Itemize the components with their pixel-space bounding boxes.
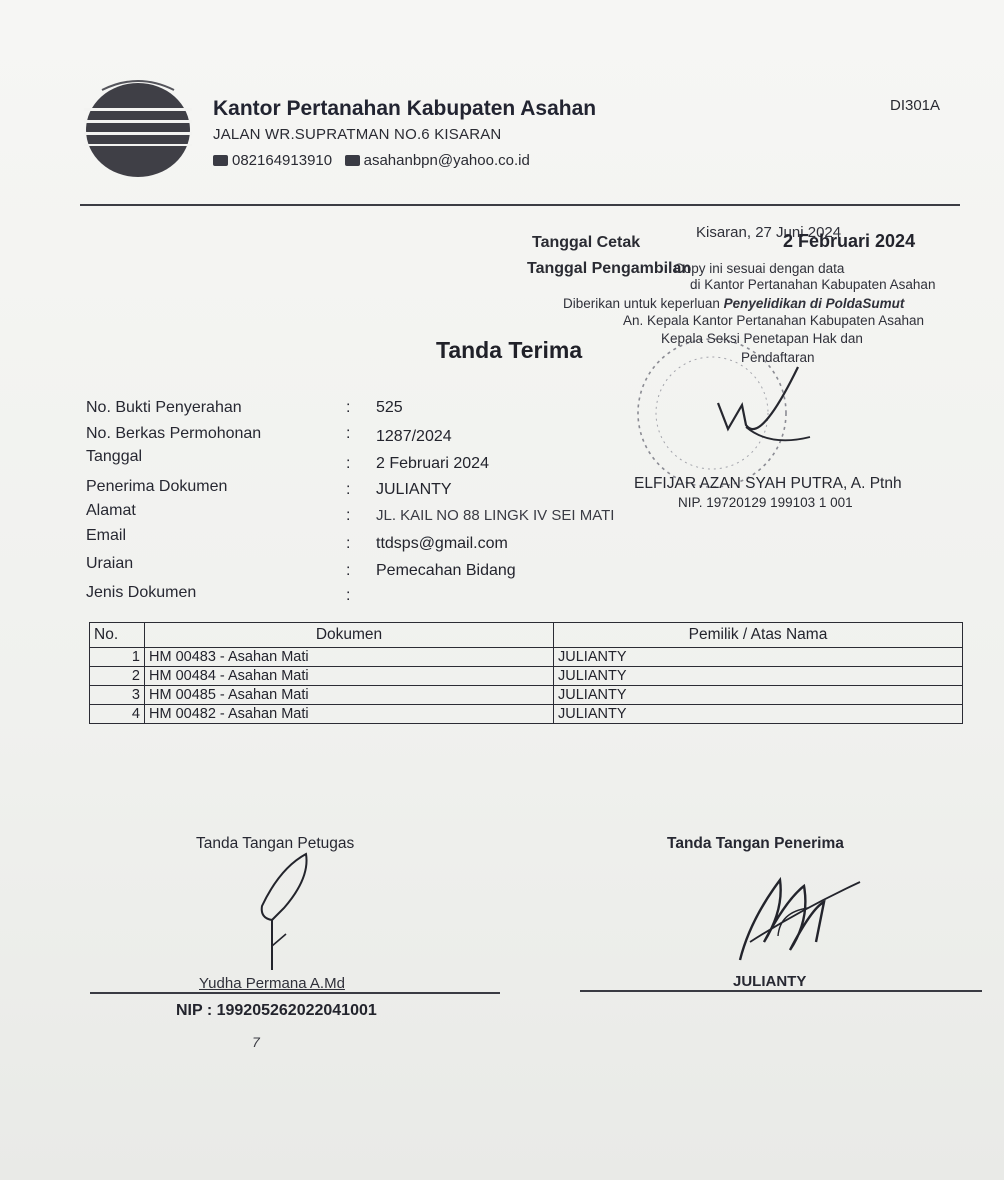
tanggal-cetak-label: Tanggal Cetak [532, 234, 641, 251]
field-colon: : [346, 425, 351, 442]
penerima-name: JULIANTY [733, 973, 807, 990]
cell-pemilik: JULIANTY [554, 667, 963, 686]
cell-no: 3 [90, 686, 145, 705]
table-header-row [90, 623, 963, 648]
cell-pemilik: JULIANTY [554, 705, 963, 724]
cell-pemilik: JULIANTY [554, 686, 963, 705]
page-mark: 7 [252, 1034, 260, 1050]
field-colon: : [346, 399, 351, 416]
field-colon: : [346, 562, 351, 579]
field-colon: : [346, 455, 351, 472]
field-value-berkas: 1287/2024 [376, 428, 452, 445]
form-code: DI301A [890, 97, 941, 114]
org-contact [213, 152, 530, 169]
field-value-email: ttdsps@gmail.com [376, 535, 508, 552]
table-row [90, 667, 963, 686]
cell-no: 1 [90, 648, 145, 667]
field-label: Penerima Dokumen [86, 478, 228, 495]
tanggal-cetak-value: 2 Februari 2024 [783, 231, 916, 251]
penerima-signature-label: Tanda Tangan Penerima [667, 835, 844, 852]
col-header-pemilik: Pemilik / Atas Nama [554, 623, 963, 648]
field-label: No. Bukti Penyerahan [86, 399, 242, 416]
table-row [90, 705, 963, 724]
cell-dokumen: HM 00484 - Asahan Mati [145, 667, 554, 686]
field-label: Uraian [86, 555, 134, 572]
stamp-place-date: Kisaran, 27 Juni 2024 [696, 224, 842, 241]
stamp-line-4: An. Kepala Kantor Pertanahan Kabupaten Asahan [623, 313, 924, 328]
stamp-purpose: Penyelidikan di PoldaSumut [723, 296, 905, 311]
cell-no: 4 [90, 705, 145, 724]
field-colon: : [346, 535, 351, 552]
col-header-no: No. [90, 623, 145, 648]
document-table [89, 622, 963, 724]
field-label: Tanggal [86, 448, 143, 465]
stamp-line-6: Pendaftaran [741, 350, 815, 365]
table-row [90, 686, 963, 705]
cell-no: 2 [90, 667, 145, 686]
stamp-line-5: Kepala Seksi Penetapan Hak dan [661, 331, 863, 346]
org-name: Kantor Pertanahan Kabupaten Asahan [213, 97, 597, 120]
petugas-nip: NIP : 199205262022041001 [176, 1002, 377, 1019]
bpn-logo [82, 72, 194, 180]
field-label: Email [86, 527, 127, 544]
field-value-uraian: Pemecahan Bidang [376, 562, 516, 579]
header-divider [80, 204, 960, 206]
table-row [90, 648, 963, 667]
stamp-line-1: Copy ini sesuai dengan data [674, 261, 845, 276]
field-label: No. Berkas Permohonan [86, 425, 262, 442]
stamp-purpose-prefix: Diberikan untuk keperluan [563, 296, 720, 311]
org-phone: 082164913910 [232, 152, 333, 169]
field-colon: : [346, 587, 351, 604]
stamp-line-3 [563, 296, 904, 311]
field-colon: : [346, 507, 351, 524]
document-title: Tanda Terima [436, 337, 583, 363]
tanggal-pengambilan-label: Tanggal Pengambilan [527, 260, 692, 277]
field-label: Alamat [86, 502, 136, 519]
official-name: ELFIJAR AZAN SYAH PUTRA, A. Ptnh [634, 475, 902, 492]
field-value-bukti: 525 [376, 399, 403, 416]
field-value-alamat: JL. KAIL NO 88 LINGK IV SEI MATI [376, 507, 615, 524]
petugas-signature-label: Tanda Tangan Petugas [196, 835, 355, 852]
official-nip: NIP. 19720129 199103 1 001 [678, 495, 853, 510]
org-email: asahanbpn@yahoo.co.id [363, 152, 530, 169]
petugas-signature-line [90, 992, 500, 994]
cell-pemilik: JULIANTY [554, 648, 963, 667]
cell-dokumen: HM 00483 - Asahan Mati [145, 648, 554, 667]
cell-dokumen: HM 00482 - Asahan Mati [145, 705, 554, 724]
phone-icon [213, 155, 228, 166]
field-value-tanggal: 2 Februari 2024 [376, 455, 489, 472]
penerima-signature-line [580, 990, 982, 992]
field-value-penerima: JULIANTY [376, 481, 452, 498]
stamp-line-2: di Kantor Pertanahan Kabupaten Asahan [690, 277, 936, 292]
petugas-name: Yudha Permana A.Md [199, 975, 345, 992]
field-colon: : [346, 481, 351, 498]
mail-icon [345, 155, 360, 166]
col-header-dokumen: Dokumen [145, 623, 554, 648]
org-address: JALAN WR.SUPRATMAN NO.6 KISARAN [213, 126, 502, 143]
cell-dokumen: HM 00485 - Asahan Mati [145, 686, 554, 705]
petugas-signature [250, 848, 330, 978]
field-label: Jenis Dokumen [86, 584, 197, 601]
penerima-signature [720, 850, 870, 975]
